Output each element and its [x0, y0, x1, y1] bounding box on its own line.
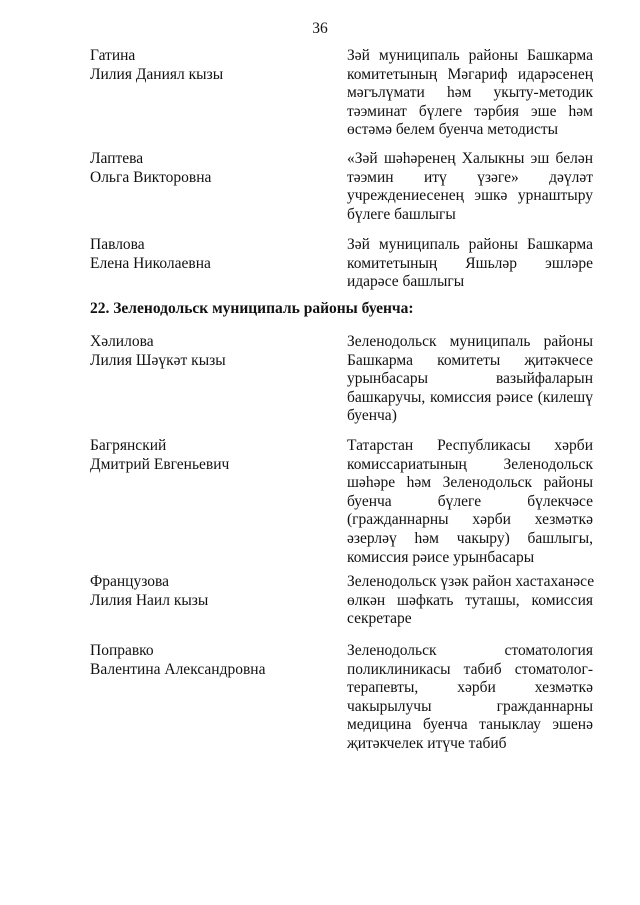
role-line: терапевты, хәрби хезмәткә — [347, 679, 593, 697]
role-line: әзерләү һәм чакыру) башлыгы, — [347, 529, 593, 547]
section-heading: 22. Зеленодольск муниципаль районы буенча: — [90, 300, 414, 317]
position-description — [347, 236, 593, 292]
role-line: (гражданнарны хәрби хезмәткә — [347, 511, 593, 529]
role-line: өстәмә белем буенча методисты — [347, 121, 559, 139]
person-name — [90, 333, 320, 370]
role-line: җитәкчелек итүче табиб — [347, 734, 507, 752]
role-line: медицина буенча таныклау эшенә — [347, 716, 593, 734]
role-line: башкаручы, комиссия рәисе (килешү — [347, 388, 593, 406]
role-line: идарәсе башлыгы — [347, 273, 465, 291]
role-line: буенча бүлеге бүлекчәсе — [347, 492, 593, 510]
role-line: комитетының Мәгариф идарәсенең — [347, 65, 593, 83]
role-line: Зеленодольск стоматология — [347, 642, 593, 659]
position-description — [347, 642, 593, 754]
given-names: Лилия Шәүкәт кызы — [90, 351, 226, 369]
role-line: Зеленодольск муниципаль районы — [347, 333, 593, 350]
role-line: комиссариатының Зеленодольск — [347, 455, 593, 473]
person-name — [90, 642, 320, 679]
surname: Багрянский — [90, 437, 167, 454]
surname: Поправко — [90, 642, 154, 659]
role-line: бүлеге башлыгы — [347, 205, 456, 223]
person-name — [90, 573, 320, 610]
surname: Хәлилова — [90, 333, 154, 350]
given-names: Валентина Александровна — [90, 660, 266, 678]
position-description — [347, 333, 593, 426]
role-line: учреждениесенең эшкә урнаштыру — [347, 187, 593, 205]
role-line: Зәй муниципаль районы Башкарма — [347, 236, 593, 253]
role-line: Зәй муниципаль районы Башкарма — [347, 47, 593, 64]
page-number: 36 — [312, 20, 328, 37]
role-line: чакырылучы гражданнарны — [347, 697, 593, 715]
role-line: тәэмин итү үзәге» дәүләт — [347, 168, 593, 186]
position-description — [347, 437, 593, 567]
given-names: Ольга Викторовна — [90, 168, 212, 186]
surname: Гатина — [90, 47, 136, 64]
given-names: Лилия Наил кызы — [90, 591, 209, 609]
role-line: шәһәре һәм Зеленодольск районы — [347, 474, 593, 492]
given-names: Дмитрий Евгеньевич — [90, 455, 230, 473]
role-line: урынбасары вазыйфаларын — [347, 370, 593, 388]
role-line: Татарстан Республикасы хәрби — [347, 437, 593, 454]
position-description — [347, 47, 593, 140]
role-line: өлкән шәфкать туташы, комиссия — [347, 591, 593, 609]
role-line: тәэминат бүлеге тәрбия эше һәм — [347, 102, 593, 120]
surname: Лаптева — [90, 150, 144, 167]
role-line: поликлиникасы табиб стоматолог- — [347, 660, 593, 678]
person-name — [90, 437, 320, 474]
surname: Французова — [90, 573, 169, 590]
role-line: Башкарма комитеты җитәкчесе — [347, 351, 593, 369]
person-name — [90, 236, 320, 273]
role-line: Зеленодольск үзәк район хастаханәсе — [347, 573, 595, 590]
surname: Павлова — [90, 236, 145, 253]
role-line: мәгълүмати һәм укыту-методик — [347, 84, 593, 102]
role-line: секретаре — [347, 610, 412, 628]
given-names: Елена Николаевна — [90, 254, 211, 272]
role-line: комиссия рәисе урынбасары — [347, 548, 535, 566]
position-description — [347, 573, 593, 629]
role-line: комитетының Яшьләр эшләре — [347, 254, 593, 272]
person-name — [90, 150, 320, 187]
role-line: «Зәй шәһәренең Халыкны эш белән — [347, 150, 593, 167]
position-description — [347, 150, 593, 224]
given-names: Лилия Даниял кызы — [90, 65, 224, 83]
role-line: буенча) — [347, 407, 397, 425]
person-name — [90, 47, 320, 84]
